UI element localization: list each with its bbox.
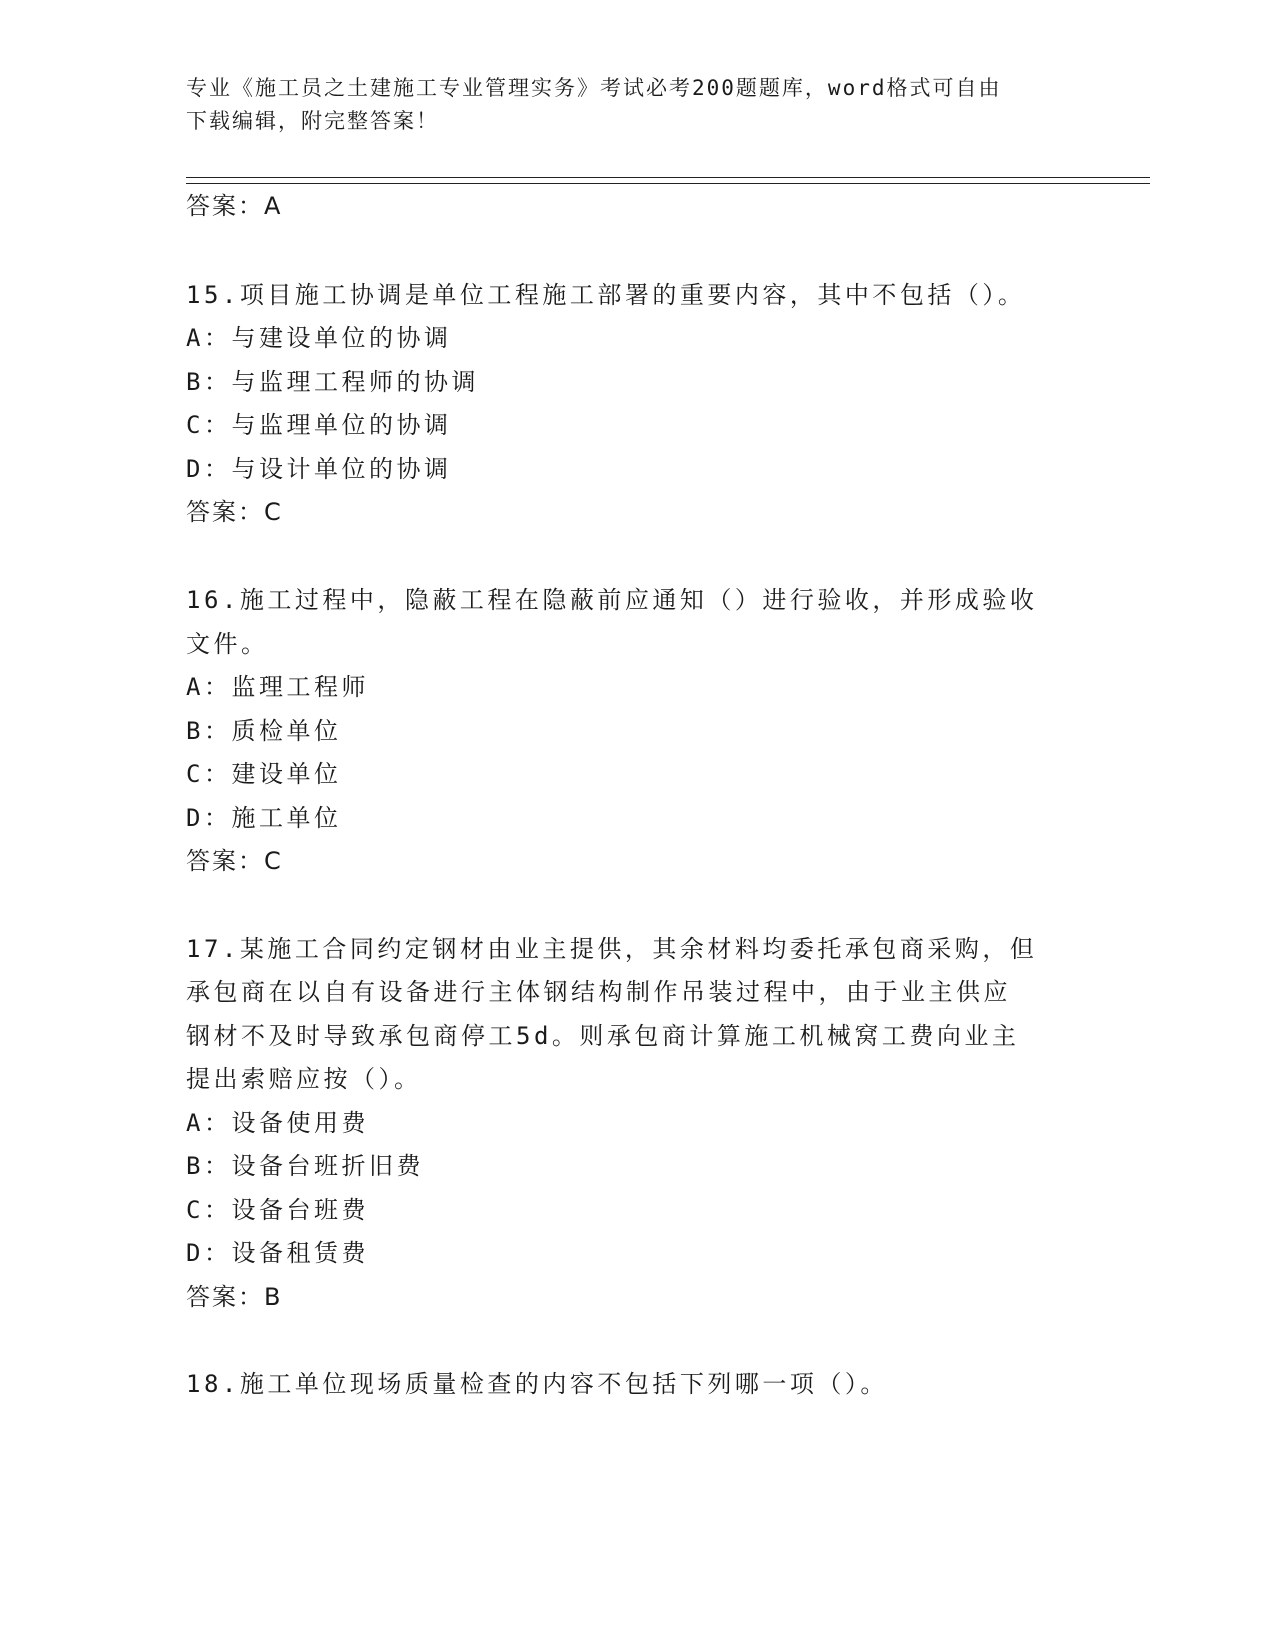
option-a: A：与建设单位的协调 — [186, 324, 452, 352]
option-a: A：监理工程师 — [186, 673, 369, 701]
answer-line: 答案：A — [186, 192, 283, 220]
question-stem: 提出索赔应按（）。 — [186, 1065, 422, 1093]
option-d: D：施工单位 — [186, 804, 342, 832]
option-c: C：设备台班费 — [186, 1196, 369, 1224]
question-stem: 文件。 — [186, 630, 269, 658]
option-a: A：设备使用费 — [186, 1109, 369, 1137]
header-divider-top — [186, 177, 1150, 178]
header-divider-bottom — [186, 183, 1150, 184]
option-c: C：建设单位 — [186, 760, 342, 788]
option-c: C：与监理单位的协调 — [186, 411, 452, 439]
option-b: B：与监理工程师的协调 — [186, 368, 479, 396]
option-d: D：与设计单位的协调 — [186, 455, 452, 483]
answer-line: 答案：C — [186, 847, 283, 875]
question-stem: 15.项目施工协调是单位工程施工部署的重要内容，其中不包括（）。 — [186, 281, 1026, 309]
option-b: B：质检单位 — [186, 717, 342, 745]
document-header — [186, 72, 1086, 138]
answer-line: 答案：C — [186, 498, 283, 526]
option-d: D：设备租赁费 — [186, 1239, 369, 1267]
question-stem: 16.施工过程中，隐蔽工程在隐蔽前应通知（）进行验收，并形成验收 — [186, 586, 1038, 614]
header-line-2: 下载编辑，附完整答案！ — [186, 109, 439, 133]
question-stem: 钢材不及时导致承包商停工5d。则承包商计算施工机械窝工费向业主 — [186, 1022, 1020, 1050]
header-line-1: 专业《施工员之土建施工专业管理实务》考试必考200题题库，word格式可自由 — [186, 76, 1002, 100]
question-stem: 17.某施工合同约定钢材由业主提供，其余材料均委托承包商采购，但 — [186, 935, 1038, 963]
question-stem: 18.施工单位现场质量检查的内容不包括下列哪一项（）。 — [186, 1370, 888, 1398]
question-stem: 承包商在以自有设备进行主体钢结构制作吊装过程中，由于业主供应 — [186, 978, 1011, 1006]
answer-line: 答案：B — [186, 1283, 283, 1311]
option-b: B：设备台班折旧费 — [186, 1152, 424, 1180]
